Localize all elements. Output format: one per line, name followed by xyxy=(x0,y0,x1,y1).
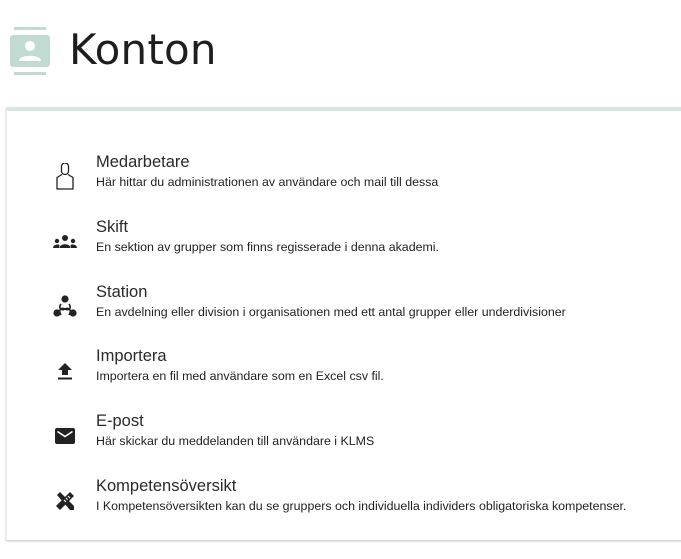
menu-item-epost[interactable] xyxy=(7,412,681,466)
menu-item-importera[interactable] xyxy=(7,347,681,401)
menu-item-title: Importera xyxy=(96,347,167,365)
upload-icon xyxy=(51,357,79,385)
menu-item-medarbetare[interactable] xyxy=(7,153,681,207)
menu-item-title: Medarbetare xyxy=(96,153,190,171)
mail-icon xyxy=(51,422,79,450)
menu-item-description: Importera en fil med användare som en Excel csv fil. xyxy=(96,369,384,383)
menu-item-kompetensoversikt[interactable] xyxy=(7,477,681,531)
groups-icon xyxy=(51,228,79,256)
page-title: Konton xyxy=(69,25,217,74)
workspaces-icon xyxy=(51,293,79,321)
menu-item-description: Här hittar du administrationen av användare och mail till dessa xyxy=(96,175,439,189)
menu-item-title: Skift xyxy=(96,218,129,236)
page-header xyxy=(10,25,217,75)
menu-item-station[interactable] xyxy=(7,283,681,337)
accounts-menu-card xyxy=(6,107,681,540)
contacts-icon xyxy=(10,27,50,75)
menu-item-title: E-post xyxy=(96,412,144,430)
menu-item-description: En sektion av grupper som finns regisserade i denna akademi. xyxy=(96,240,439,254)
menu-item-description: I Kompetensöversikten kan du se gruppers och individuella individers obligatoriska kompetenser. xyxy=(96,499,627,513)
menu-item-description: En avdelning eller division i organisationen med ett antal grupper eller underdivisioner xyxy=(96,305,566,319)
menu-item-title: Kompetensöversikt xyxy=(96,477,237,495)
menu-item-description: Här skickar du meddelanden till användare i KLMS xyxy=(96,434,375,448)
person-outline-icon xyxy=(51,163,79,191)
menu-item-skift[interactable] xyxy=(7,218,681,272)
menu-item-title: Station xyxy=(96,283,148,301)
design-services-icon xyxy=(51,487,79,515)
